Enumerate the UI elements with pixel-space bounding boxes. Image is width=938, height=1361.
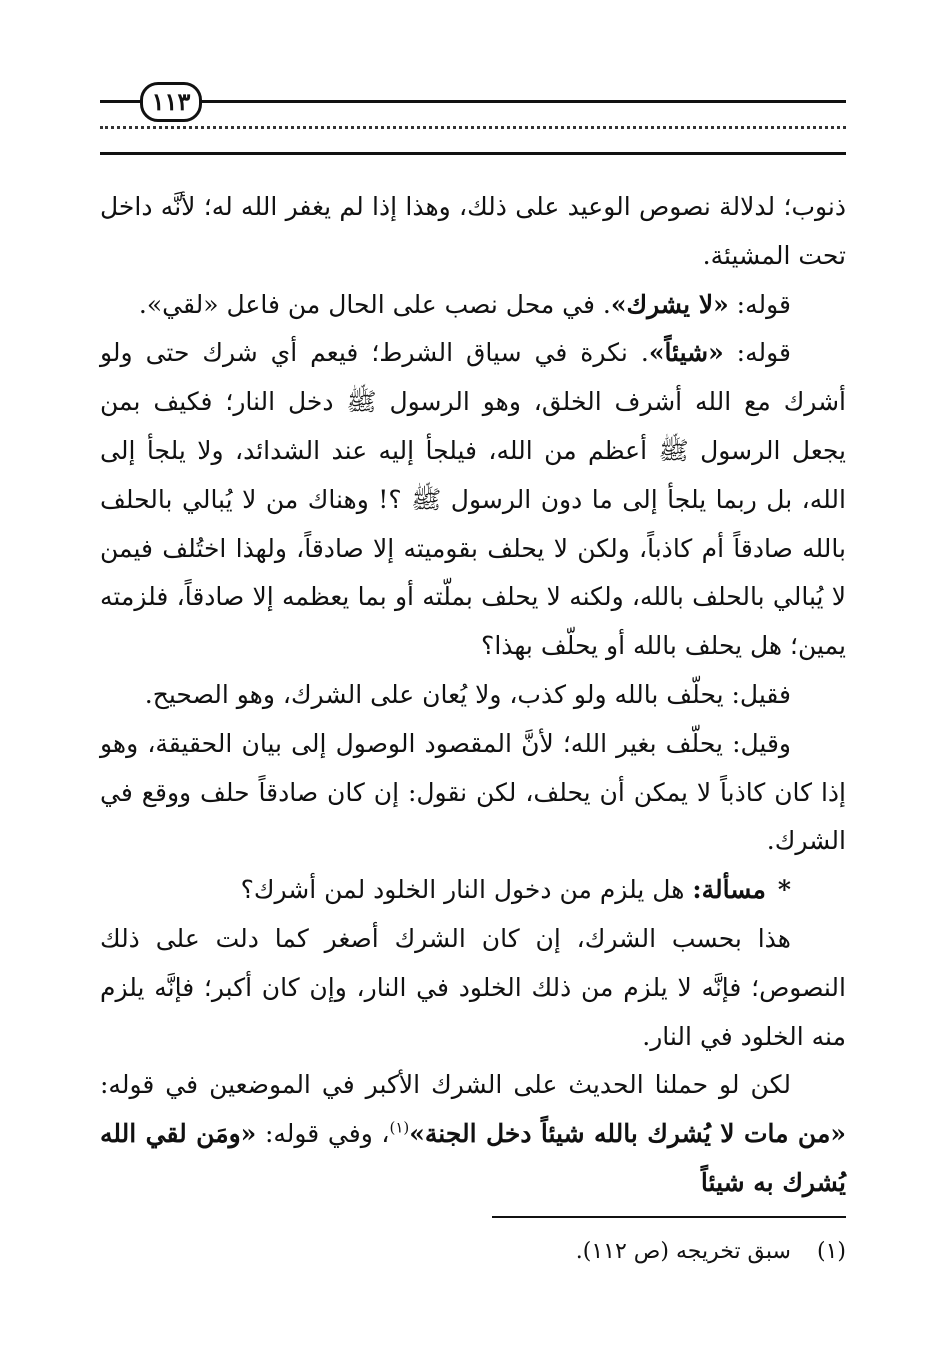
header-rule-top [100, 100, 846, 103]
footnote [100, 1234, 846, 1270]
paragraph-7-lead: لكن لو حملنا الحديث على الشرك الأكبر في الموضعين في قوله: [100, 1070, 791, 1100]
paragraph-3 [100, 329, 846, 671]
paragraph-7 [100, 1061, 846, 1207]
footnote-divider [492, 1216, 846, 1218]
paragraph-7-quote-1: «من مات لا يُشرك بالله شيئاً دخل الجنة» [409, 1119, 846, 1149]
paragraph-3-quote: «شيئاً» [648, 338, 724, 368]
paragraph-4: فقيل: يحلّف بالله ولو كذب، ولا يُعان على الشرك، وهو الصحيح. [144, 679, 791, 709]
paragraph-3-lead: قوله: [723, 338, 791, 368]
paragraph-2-lead: قوله: [728, 289, 791, 319]
page-header [100, 82, 846, 162]
footnote-text: سبق تخريجه (ص ١١٢). [575, 1239, 791, 1264]
footnote-reference: (١) [389, 1118, 410, 1137]
paragraph-2 [100, 281, 846, 330]
issue-heading [100, 866, 846, 915]
paragraph-1: ذنوب؛ لدلالة نصوص الوعيد على ذلك، وهذا إذا لم يغفر الله له؛ لأنَّه داخل تحت المشيئة. [100, 192, 846, 270]
footnote-number: (١) [816, 1239, 846, 1264]
paragraph-2-rest: . في محل نصب على الحال من فاعل «لقي». [138, 289, 611, 319]
header-dotted-divider [100, 126, 846, 129]
page-body [100, 183, 846, 1208]
issue-question: هل يلزم من دخول النار الخلود لمن أشرك؟ [240, 875, 693, 905]
issue-label: مسألة: [692, 875, 766, 905]
paragraph-5: وقيل: يحلّف بغير الله؛ لأنَّ المقصود الوصول إلى بيان الحقيقة، وهو إذا كان كاذباً لا يمكن أن يحلف، لكن نقول: إن كان صادقاً حلف ووقع في الشرك. [100, 728, 846, 856]
asterisk-icon: * [777, 875, 791, 905]
paragraph-7-quote-2: «ومَن لقي الله يُشرك به شيئاً [100, 1119, 846, 1197]
header-rule-bottom [100, 152, 846, 155]
paragraph-3-rest: . نكرة في سياق الشرط؛ فيعم أي شرك حتى ولو أشرك مع الله أشرف الخلق، وهو الرسول ﷺ دخل النار؛ فكيف بمن يجعل الرسول ﷺ أعظم من الله، فيلجأ إليه عند الشدائد، ولا يلجأ إلى الله، بل ربما يلجأ إلى ما دون الرسول ﷺ ؟! وهناك من لا يُبالي بالحلف بالله صادقاً أم كاذباً، ولكن لا يحلف بقوميته إلا صادقاً، ولهذا اختُلف فيمن لا يُبالي بالحلف بالله، ولكنه لا يحلف بملّته أو بما يعظمه إلا صادقاً، فلزمته يمين؛ هل يحلف بالله أو يحلّف بهذا؟ [100, 338, 846, 661]
paragraph-2-quote: «لا يشرك» [610, 289, 729, 319]
paragraph-6: هذا بحسب الشرك، إن كان الشرك أصغر كما دلت على ذلك النصوص؛ فإنَّه لا يلزم من ذلك الخلود في النار، وإن كان أكبر؛ فإنَّه يلزم منه الخلود في النار. [100, 923, 846, 1051]
page-number: ١١٣ [140, 82, 202, 122]
paragraph-7-mid: ، وفي قوله: [256, 1119, 390, 1149]
